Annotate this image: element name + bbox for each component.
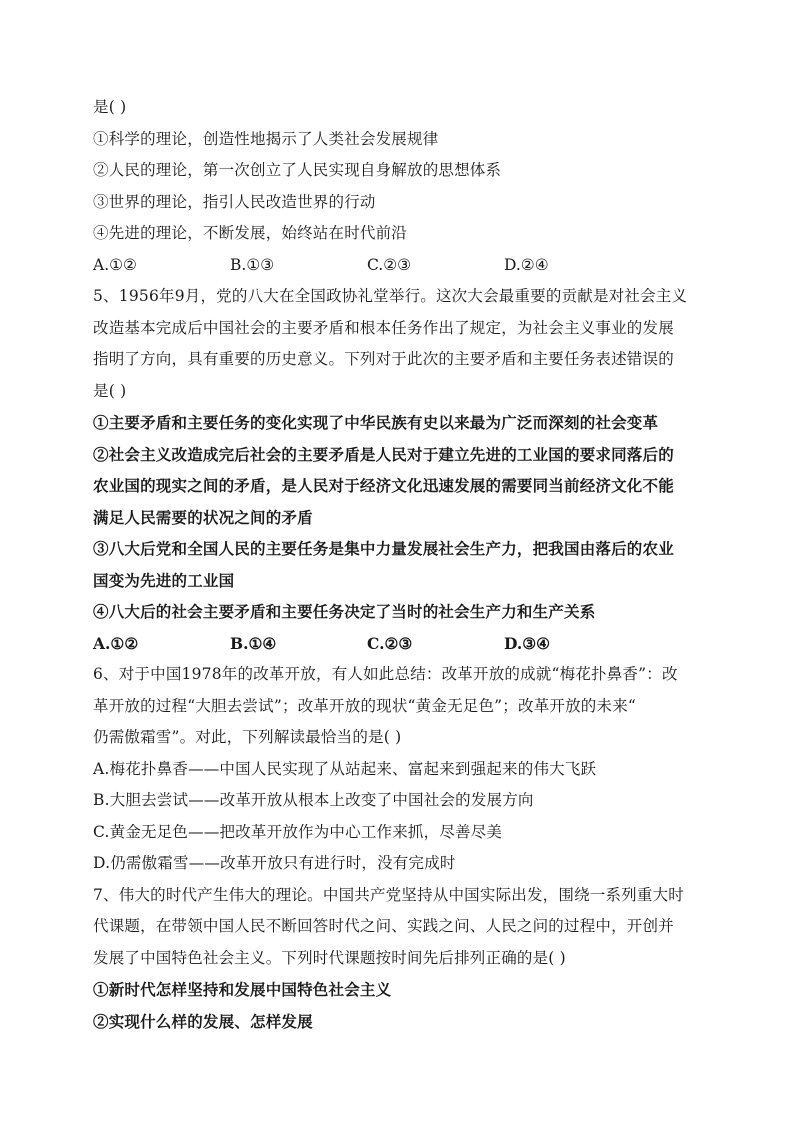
statement-item: ①科学的理论，创造性地揭示了人类社会发展规律 xyxy=(93,129,439,148)
statement-item: ①新时代怎样坚持和发展中国特色社会主义 xyxy=(93,980,392,999)
option-a: A.①② xyxy=(93,633,139,653)
option-c: C.②③ xyxy=(367,255,412,274)
answer-options xyxy=(93,628,713,660)
question-7 xyxy=(93,880,713,1038)
statement-item: ③世界的理论，指引人民改造世界的行动 xyxy=(93,192,376,211)
statement-item: ④八大后的社会主要矛盾和主要任务决定了当时的社会生产力和生产关系 xyxy=(93,602,596,621)
option-b: B.①③ xyxy=(230,255,275,274)
statement-item: ①主要矛盾和主要任务的变化实现了中华民族有史以来最为广泛而深刻的社会变革 xyxy=(93,413,659,432)
option-a: A.①② xyxy=(93,255,137,274)
option-a: A.梅花扑鼻香——中国人民实现了从站起来、富起来到强起来的伟大飞跃 xyxy=(93,759,597,778)
option-d: D.②④ xyxy=(504,255,549,274)
statement-item: ②社会主义改造成完后社会的主要矛盾是人民对于建立先进的工业国的要求同落后的 xyxy=(93,444,674,464)
question-stem-line: 发展了中国特色社会主义。下列时代课题按时间先后排列正确的是( ) xyxy=(93,948,566,967)
question-stem-line: 改造基本完成后中国社会的主要矛盾和根本任务作出了规定，为社会主义事业的发展 xyxy=(93,318,674,337)
statement-item: ②实现什么样的发展、怎样发展 xyxy=(93,1011,313,1031)
question-5 xyxy=(93,281,713,659)
question-stem-line: 代课题，在带领中国人民不断回答时代之问、实践之问、人民之问的过程中，开创并 xyxy=(93,917,674,935)
question-stem-line: 5、1956年9月，党的八大在全国政协礼堂举行。这次大会最重要的贡献是对社会主义 xyxy=(93,287,688,305)
exam-page xyxy=(93,92,713,1037)
question-6 xyxy=(93,659,713,880)
question-stem-line: 是( ) xyxy=(93,98,127,116)
question-stem-line: 6、对于中国1978年的改革开放，有人如此总结：改革开放的成就“梅花扑鼻香”：改 xyxy=(93,665,678,683)
statement-item: ②人民的理论，第一次创立了人民实现自身解放的思想体系 xyxy=(93,161,502,179)
question-4 xyxy=(93,92,713,281)
question-stem-line: 仍需傲霜雪”。对此，下列解读最恰当的是( ) xyxy=(93,728,402,746)
question-stem-line: 7、伟大的时代产生伟大的理论。中国共产党坚持从中国实际出发，围绕一系列重大时 xyxy=(93,885,684,904)
statement-item: 国变为先进的工业国 xyxy=(93,570,235,590)
option-c: C.②③ xyxy=(367,633,413,653)
question-stem-line: 是( ) xyxy=(93,381,127,400)
statement-item: 农业国的现实之间的矛盾，是人民对于经济文化迅速发展的需要同当前经济文化不能 xyxy=(93,476,674,495)
statement-item: ④先进的理论，不断发展，始终站在时代前沿 xyxy=(93,224,408,242)
question-stem-line: 指明了方向，具有重要的历史意义。下列对于此次的主要矛盾和主要任务表述错误的 xyxy=(93,350,674,368)
statement-item: 满足人民需要的状况之间的矛盾 xyxy=(93,507,313,527)
answer-options xyxy=(93,250,713,282)
option-d: D.③④ xyxy=(504,633,551,653)
option-b: B.大胆去尝试——改革开放从根本上改变了中国社会的发展方向 xyxy=(93,791,534,809)
statement-item: ③八大后党和全国人民的主要任务是集中力量发展社会生产力，把我国由落后的农业 xyxy=(93,539,674,558)
option-b: B.①④ xyxy=(230,633,277,653)
option-d: D.仍需傲霜雪——改革开放只有进行时，没有完成时 xyxy=(93,854,456,872)
option-c: C.黄金无足色——把改革开放作为中心工作来抓，尽善尽美 xyxy=(93,822,503,841)
question-stem-line: 革开放的过程“大胆去尝试”；改革开放的现状“黄金无足色”；改革开放的未来“ xyxy=(93,696,637,715)
